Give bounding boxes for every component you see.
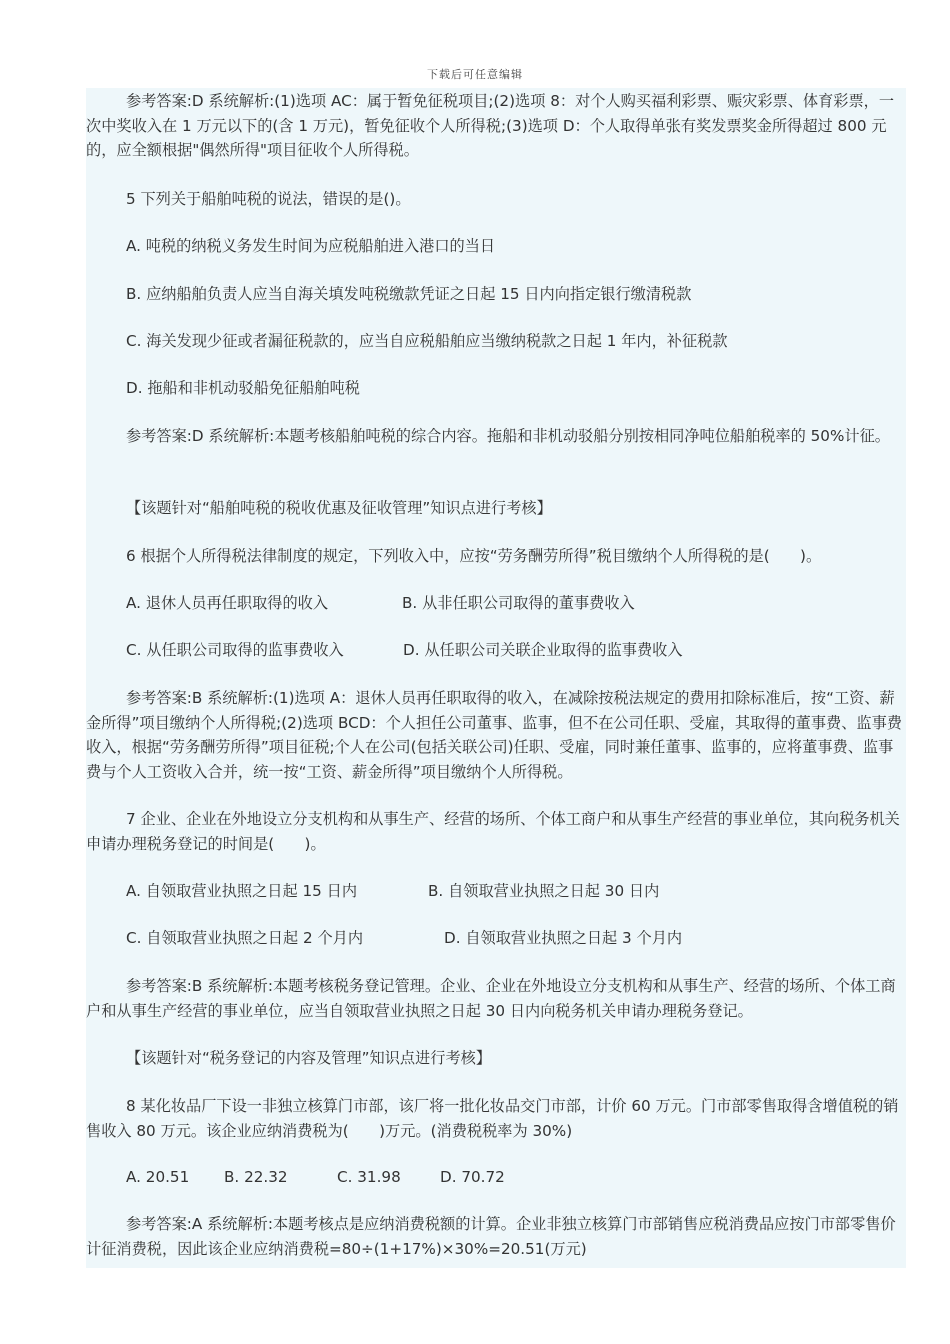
question-7-option-d: D. 自领取营业执照之日起 3 个月内 [444,929,683,947]
question-7-stem: 7 企业、企业在外地设立分支机构和从事生产、经营的场所、个体工商户和从事生产经营的事业单位，其向税务机关申请办理税务登记的时间是( )。 [86,810,900,853]
question-7-options-cd [86,926,906,951]
question-7-note: 【该题针对“税务登记的内容及管理”知识点进行考核】 [126,1049,492,1067]
question-5-option-d: D. 拖船和非机动驳船免征船舶吨税 [126,379,360,397]
question-6-option-d: D. 从任职公司关联企业取得的监事费收入 [403,641,683,659]
question-8-option-d: D. 70.72 [440,1168,505,1186]
question-5-note: 【该题针对“船舶吨税的税收优惠及征收管理”知识点进行考核】 [126,499,552,517]
question-8-option-b: B. 22.32 [224,1168,288,1186]
question-6-option-a: A. 退休人员再任职取得的收入 [126,594,329,612]
question-8-option-c: C. 31.98 [337,1168,401,1186]
question-7-answer: 参考答案:B 系统解析:本题考核税务登记管理。企业、企业在外地设立分支机构和从事生产、经营的场所、个体工商户和从事生产经营的事业单位，应当自领取营业执照之日起 30 日内向税务机关申请办理税务登记。 [86,977,896,1020]
question-8-options [86,1165,906,1190]
question-6-answer: 参考答案:B 系统解析:(1)选项 A：退休人员再任职取得的收入，在减除按税法规定的费用扣除标准后，按“工资、薪金所得”项目缴纳个人所得税;(2)选项 BCD：个人担任公司董事、监事，但不在公司任职、受雇，其取得的董事费、监事费收入，根据“劳务酬劳所得”项目征税;个人在公司(包括关联公司)任职、受雇，同时兼任董事、监事的，应将董事费、监事费与个人工资收入合并，统一按“工资、薪金所得”项目缴纳个人所得税。 [86,689,902,781]
question-5-answer: 参考答案:D 系统解析:本题考核船舶吨税的综合内容。拖船和非机动驳船分别按相同净吨位船舶税率的 50%计征。 [126,427,890,445]
question-5-stem: 5 下列关于船舶吨税的说法，错误的是()。 [126,190,411,208]
question-5-option-c: C. 海关发现少征或者漏征税款的，应当自应税船舶应当缴纳税款之日起 1 年内，补征税款 [126,332,728,350]
question-7-option-b: B. 自领取营业执照之日起 30 日内 [428,882,660,900]
question-7-option-c: C. 自领取营业执照之日起 2 个月内 [126,929,364,947]
question-6-stem: 6 根据个人所得税法律制度的规定，下列收入中，应按“劳务酬劳所得”税目缴纳个人所得税的是( )。 [126,547,822,565]
question-8-stem: 8 某化妆品厂下设一非独立核算门市部，该厂将一批化妆品交门市部，计价 60 万元。门市部零售取得含增值税的销售收入 80 万元。该企业应纳消费税为( )万元。(消费税税率为 30%) [86,1097,899,1140]
question-8-answer: 参考答案:A 系统解析:本题考核点是应纳消费税额的计算。企业非独立核算门市部销售应税消费品应按门市部零售价计征消费税，因此该企业应纳消费税=80÷(1+17%)×30%=20.51(万元) [86,1215,896,1258]
question-6-options-cd [86,638,906,663]
question-7-options-ab [86,879,906,904]
document-body [86,88,906,1268]
question-6-options-ab [86,591,906,616]
question-8-option-a: A. 20.51 [126,1168,190,1186]
page-header: 下载后可任意编辑 [427,68,523,81]
question-6-option-c: C. 从任职公司取得的监事费收入 [126,641,344,659]
answer-paragraph: 参考答案:D 系统解析:(1)选项 AC：属于暂免征税项目;(2)选项 8：对个人购买福利彩票、赈灾彩票、体育彩票，一次中奖收入在 1 万元以下的(含 1 万元)，暂免征收个人所得税;(3)选项 D：个人取得单张有奖发票奖金所得超过 800 元的，应全额根据"偶然所得"项目征收个人所得税。 [86,92,895,159]
question-5-option-b: B. 应纳船舶负责人应当自海关填发吨税缴款凭证之日起 15 日内向指定银行缴清税款 [126,285,692,303]
question-6-option-b: B. 从非任职公司取得的董事费收入 [402,594,635,612]
question-5-option-a: A. 吨税的纳税义务发生时间为应税船舶进入港口的当日 [126,237,496,255]
question-7-option-a: A. 自领取营业执照之日起 15 日内 [126,882,358,900]
